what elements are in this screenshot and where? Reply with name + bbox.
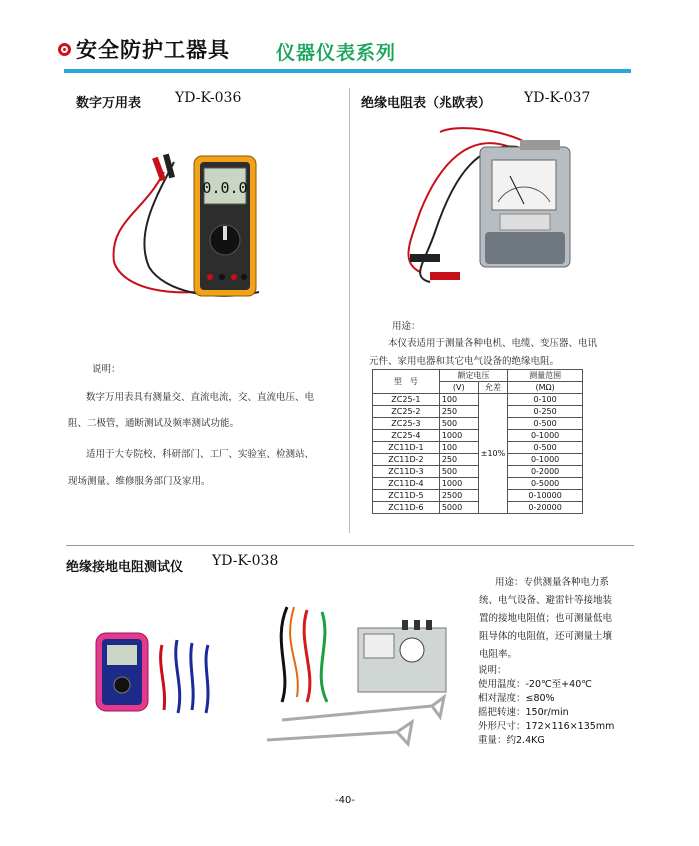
cell-range: 0-250 [508,406,583,418]
cell-model: ZC25-2 [373,406,440,418]
header-model: 型 号 [373,370,440,394]
header-tolerance: 允差 [478,382,507,394]
table-header-row [373,370,583,382]
section-divider [66,545,634,546]
cell-range: 0-5000 [508,478,583,490]
product-1-desc-line: 数字万用表具有测量交、直流电流，交、直流电压、电 [86,392,315,403]
table-row [373,466,583,478]
table-row [373,478,583,490]
cell-range: 0-500 [508,418,583,430]
page-number: -40- [335,795,355,806]
cell-voltage: 5000 [439,502,478,514]
product-1-desc-line: 阻、二极管，通断测试及频率测试功能。 [68,418,240,429]
product-2-name: 绝缘电阻表（兆欧表） [361,96,492,111]
product-1-desc-line: 现场测量、维修服务部门及家用。 [68,476,211,487]
ground-resistance-tester-photo [262,602,462,752]
cell-voltage: 500 [439,466,478,478]
column-divider [349,88,350,533]
product-2-model: YD-K-037 [524,90,591,106]
display-reading: 0.0.0 [202,179,248,197]
product-3-spec-label: 说明： [478,665,507,676]
product-3-spec-line: 摇把转速：150r/min [478,707,569,718]
megohmmeter-photo [400,122,600,302]
cell-range: 0-1000 [508,430,583,442]
product-1-model: YD-K-036 [175,90,242,106]
cell-model: ZC11D-2 [373,454,440,466]
cell-model: ZC11D-6 [373,502,440,514]
cell-range: 0-100 [508,394,583,406]
cell-model: ZC11D-3 [373,466,440,478]
multimeter-image-icon [104,152,284,322]
header-range: 测量范围 [508,370,583,382]
cell-range: 0-2000 [508,466,583,478]
product-1-desc-line: 适用于大专院校、科研部门、工厂、实验室、检测站、 [86,449,315,460]
ground-tester-image-icon [262,602,462,752]
cell-voltage: 1000 [439,478,478,490]
table-row [373,442,583,454]
product-3-spec-line: 外形尺寸：172×116×135mm [478,721,615,732]
page-subtitle: 仪器仪表系列 [276,42,397,64]
earth-tester-image-icon [92,625,222,720]
product-3-usage-line: 用途：专供测量各种电力系 [495,577,610,588]
table-row [373,490,583,502]
cell-model: ZC25-4 [373,430,440,442]
earth-tester-photo [92,625,222,720]
product-3-spec-line: 使用温度：-20℃至+40℃ [478,679,592,690]
product-2-usage-label: 用途： [392,321,421,332]
circle-bullet-icon [58,43,71,56]
cell-voltage: 250 [439,406,478,418]
cell-model: ZC11D-4 [373,478,440,490]
product-3-usage-line: 置的接地电阻值；也可测量低电 [479,613,613,624]
cell-range: 0-500 [508,442,583,454]
product-3-usage [479,574,629,664]
cell-tolerance: ±10% [478,394,507,514]
cell-voltage: 100 [439,442,478,454]
product-1-name: 数字万用表 [76,96,142,111]
product-3-name: 绝缘接地电阻测试仪 [66,560,184,575]
product-2-usage-line: 元件、家用电器和其它电气设备的绝缘电阻。 [369,356,560,367]
table-row [373,418,583,430]
cell-model: ZC25-3 [373,418,440,430]
header-range-unit: (MΩ) [508,382,583,394]
cell-range: 0-10000 [508,490,583,502]
product-3-spec [478,664,638,748]
header-rated-voltage: 额定电压 [439,370,507,382]
product-3-usage-line: 统、电气设备、避雷针等接地装 [479,595,613,606]
table-row [373,430,583,442]
table-row [373,454,583,466]
cell-range: 0-1000 [508,454,583,466]
table-row [373,406,583,418]
product-1-desc-label: 说明： [92,364,121,375]
cell-voltage: 500 [439,418,478,430]
page-title: 安全防护工器具 [58,34,230,64]
product-3-model: YD-K-038 [212,553,279,569]
cell-voltage: 250 [439,454,478,466]
cell-voltage: 1000 [439,430,478,442]
product-3-usage-line: 电阻率。 [479,649,518,660]
cell-model: ZC25-1 [373,394,440,406]
product-2-usage-line: 本仪表适用于测量各种电机、电缆、变压器、电讯 [388,338,598,349]
product-3-usage-line: 阻导体的电阻值，还可测量土壤 [479,631,613,642]
table-row [373,502,583,514]
spec-table [372,369,583,514]
cell-model: ZC11D-1 [373,442,440,454]
megohmmeter-image-icon [400,122,600,302]
table-row [373,394,583,406]
multimeter-photo [104,152,284,322]
cell-voltage: 100 [439,394,478,406]
product-3-spec-line: 重量：约2.4KG [478,735,545,746]
product-3-spec-line: 相对湿度：≤80% [478,693,555,704]
header-divider [64,69,631,73]
cell-model: ZC11D-5 [373,490,440,502]
cell-range: 0-20000 [508,502,583,514]
header-voltage-unit: (V) [439,382,478,394]
cell-voltage: 2500 [439,490,478,502]
